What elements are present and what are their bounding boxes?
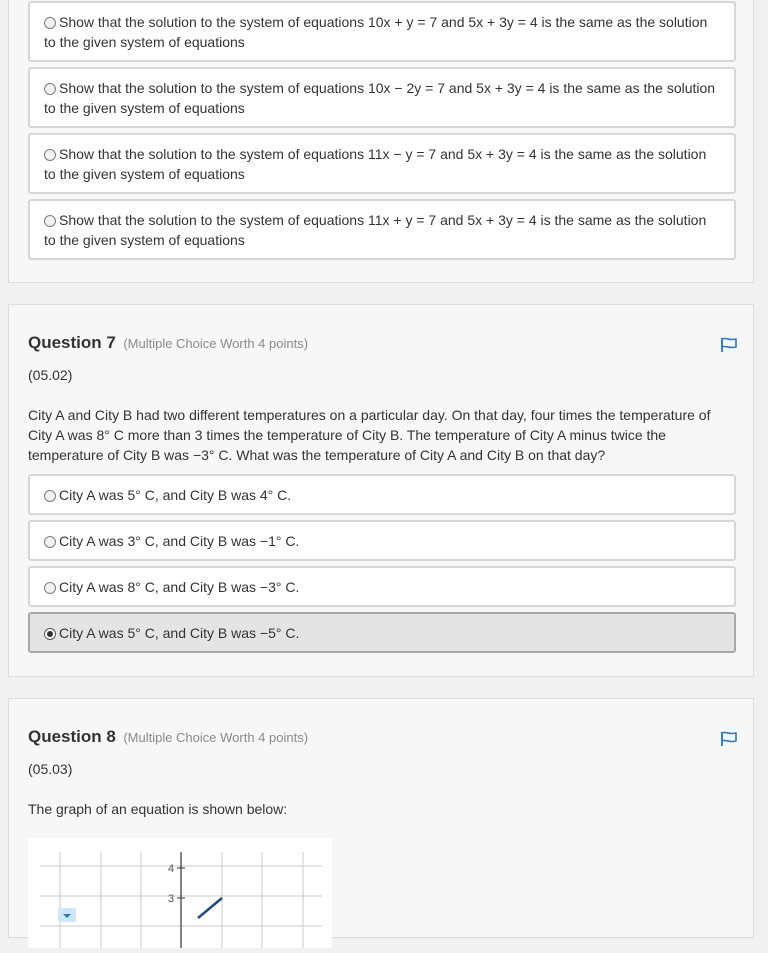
radio-icon[interactable] <box>44 17 56 29</box>
question-6-card <box>8 0 754 283</box>
q6-option-3-label: Show that the solution to the system of equations 11x − y = 7 and 5x + 3y = 4 is the same as the solution to the given system of equations <box>44 146 707 182</box>
q7-option-1-label: City A was 5° C, and City B was 4° C. <box>59 487 292 503</box>
flag-icon[interactable] <box>720 731 738 747</box>
q7-option-1[interactable] <box>28 474 736 515</box>
q7-option-2-label: City A was 3° C, and City B was −1° C. <box>59 533 300 549</box>
q6-option-1-label: Show that the solution to the system of equations 10x + y = 7 and 5x + 3y = 4 is the same as the solution to the given system of equations <box>44 14 708 50</box>
q6-option-2[interactable] <box>28 67 736 128</box>
question-8-code: (05.03) <box>28 761 73 777</box>
y-tick-label-3: 3 <box>168 893 175 905</box>
q6-option-3[interactable] <box>28 133 736 194</box>
radio-icon[interactable] <box>44 536 56 548</box>
question-8-prompt: The graph of an equation is shown below: <box>28 801 288 817</box>
question-7-prompt: City A and City B had two different temperatures on a particular day. On that day, four times the temperature of City A was 8° C more than 3 times the temperature of City B. The temperature of City A minus twice the temperature of City B was −3° C. What was the temperature of City A and City B on that day? <box>28 407 711 463</box>
question-7-title: Question 7 <box>28 333 116 352</box>
y-tick-label-4: 4 <box>168 863 175 875</box>
question-8-meta: (Multiple Choice Worth 4 points) <box>123 730 309 745</box>
q6-option-1[interactable] <box>28 1 736 62</box>
question-7-meta: (Multiple Choice Worth 4 points) <box>123 336 309 351</box>
q6-option-4-label: Show that the solution to the system of equations 11x + y = 7 and 5x + 3y = 4 is the same as the solution to the given system of equations <box>44 212 707 248</box>
radio-icon[interactable] <box>44 83 56 95</box>
radio-icon[interactable] <box>44 149 56 161</box>
graph-line <box>198 898 222 918</box>
radio-icon[interactable] <box>44 215 56 227</box>
radio-icon[interactable] <box>44 582 56 594</box>
question-7-header <box>28 333 738 353</box>
graph-svg <box>28 838 332 948</box>
q7-option-4-label: City A was 5° C, and City B was −5° C. <box>59 625 300 641</box>
radio-icon[interactable] <box>44 628 56 640</box>
question-7-card <box>8 304 754 677</box>
q7-option-3-label: City A was 8° C, and City B was −3° C. <box>59 579 300 595</box>
q6-option-2-label: Show that the solution to the system of equations 10x − 2y = 7 and 5x + 3y = 4 is the same as the solution to the given system of equations <box>44 80 716 116</box>
flag-icon[interactable] <box>720 337 738 353</box>
question-8-header <box>28 727 738 747</box>
q7-option-4[interactable] <box>28 612 736 653</box>
question-8-card <box>8 698 754 938</box>
radio-icon[interactable] <box>44 490 56 502</box>
q7-option-3[interactable] <box>28 566 736 607</box>
equation-graph <box>28 838 332 948</box>
question-7-code: (05.02) <box>28 367 73 383</box>
question-8-title: Question 8 <box>28 727 116 746</box>
q7-option-2[interactable] <box>28 520 736 561</box>
q6-option-4[interactable] <box>28 199 736 260</box>
